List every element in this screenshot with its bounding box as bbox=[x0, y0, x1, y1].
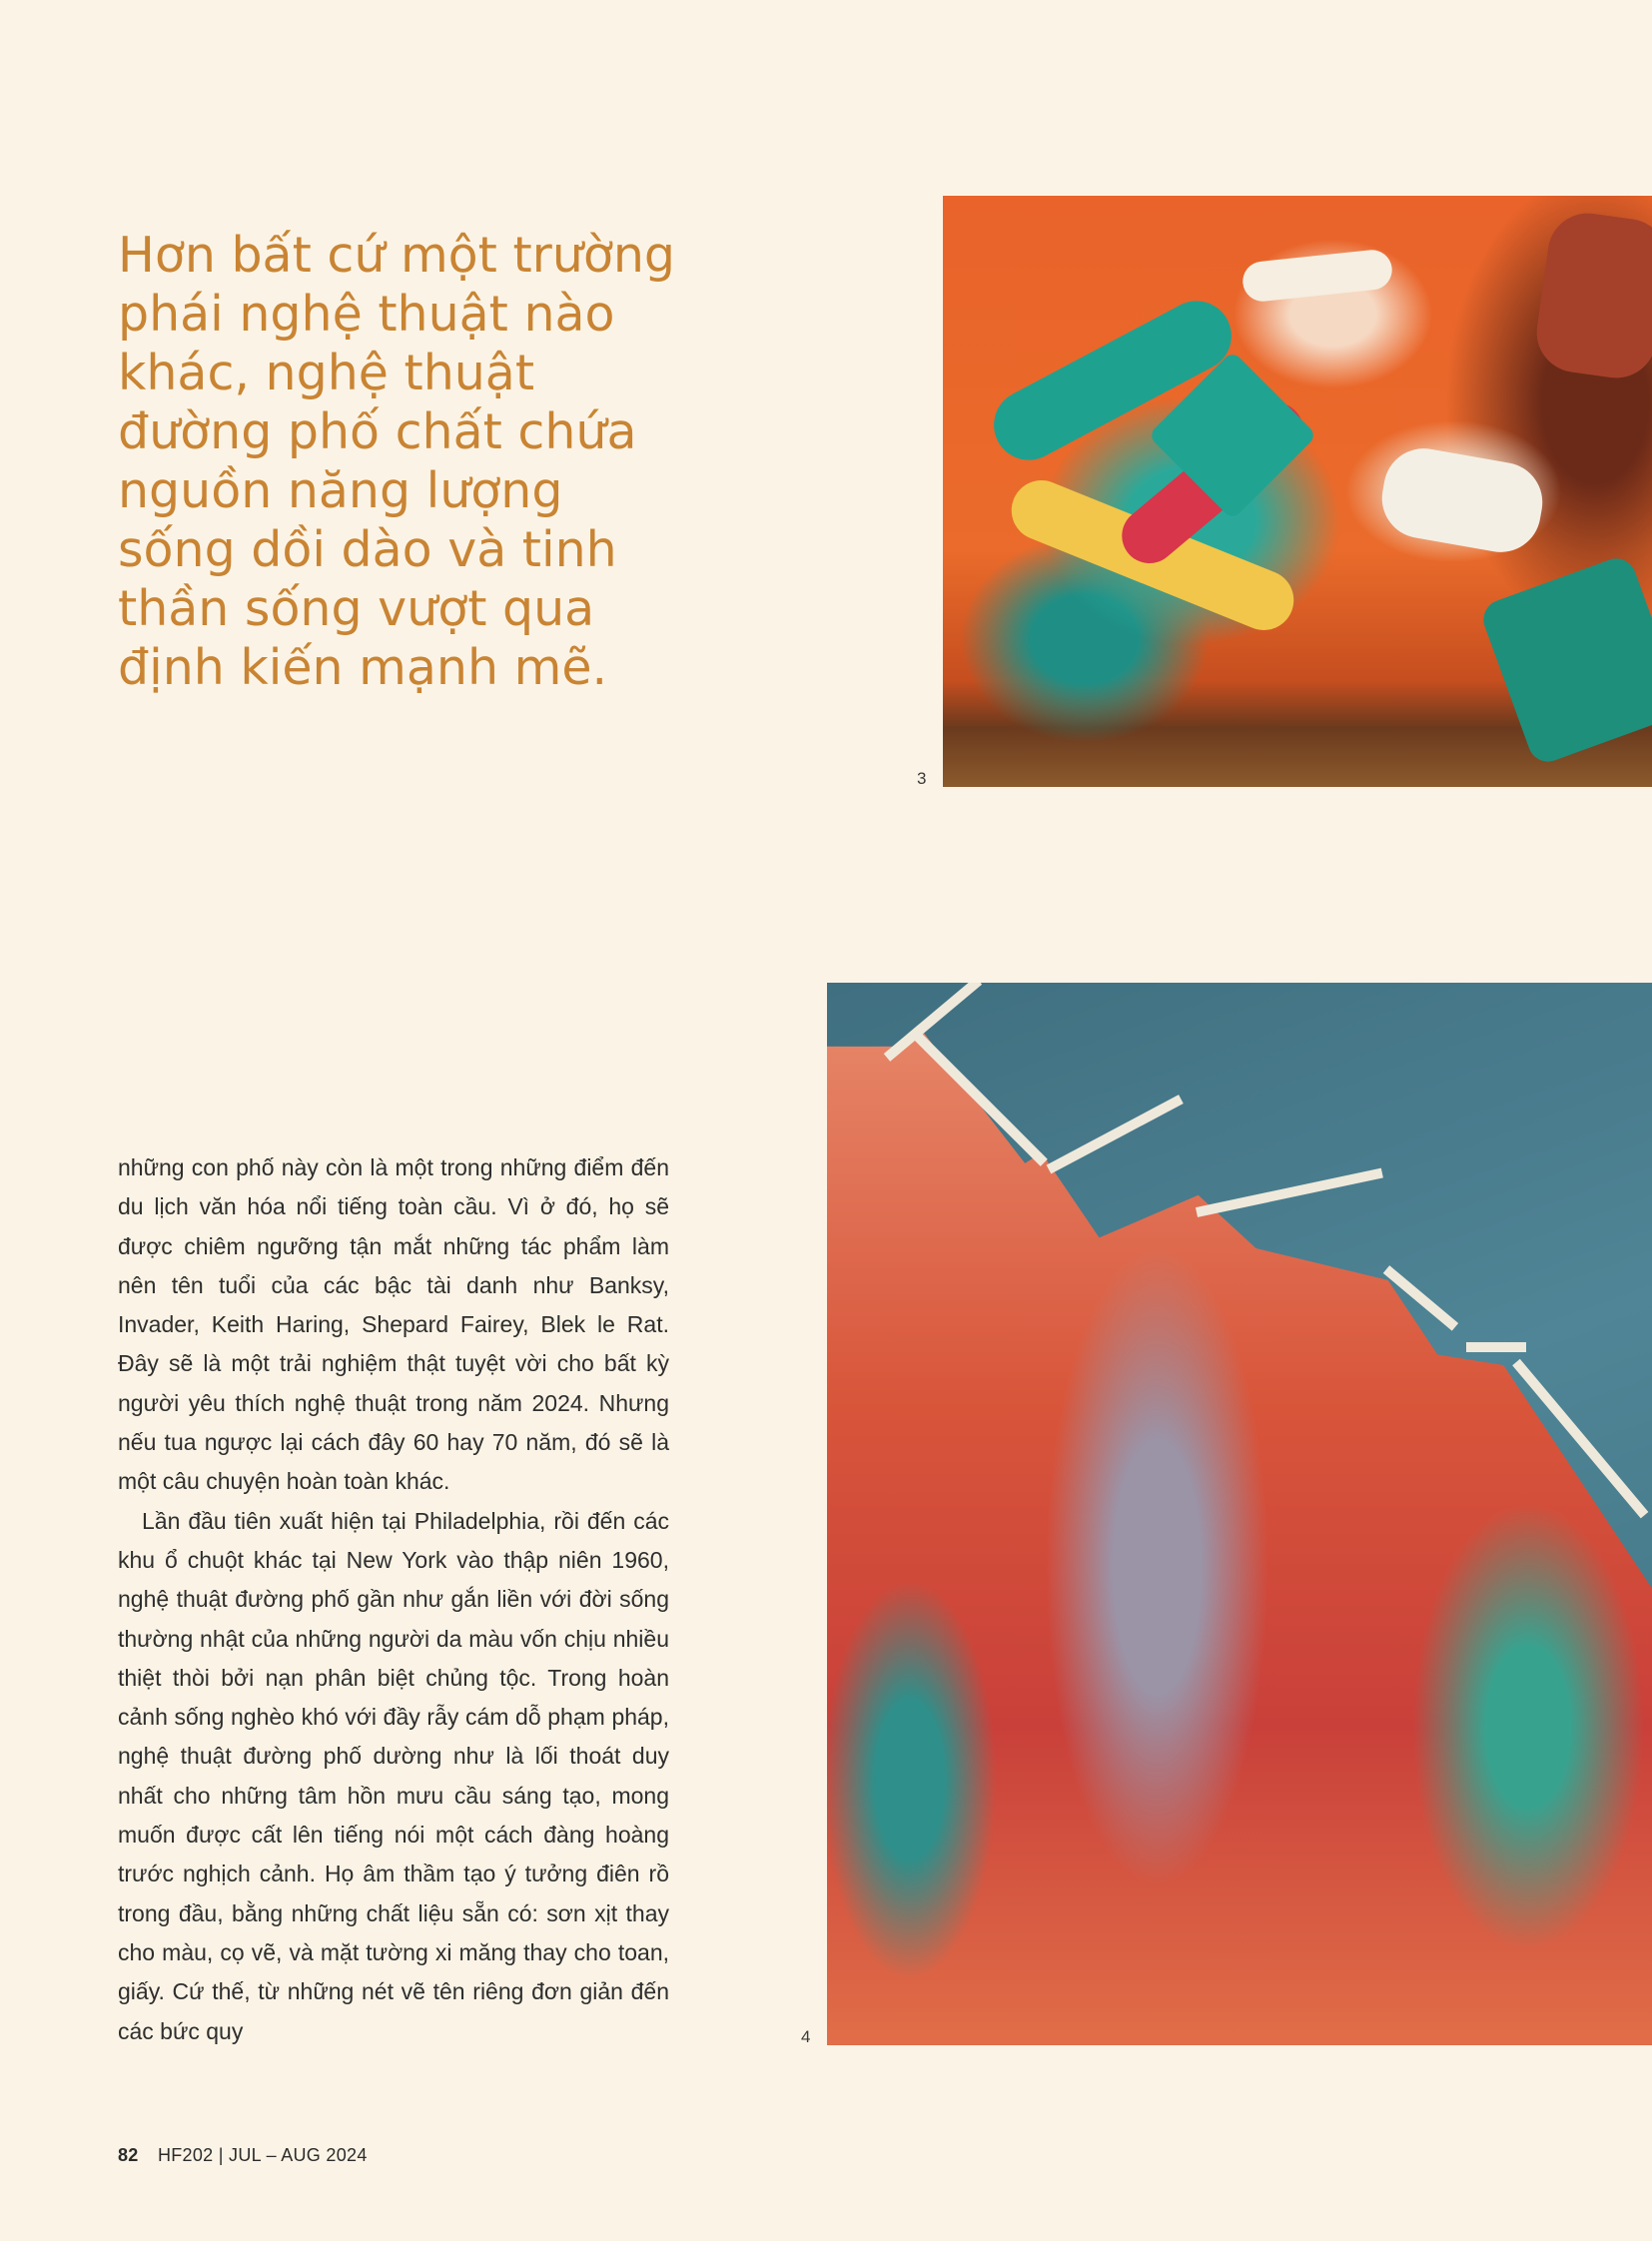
photo-caption-number: 4 bbox=[801, 2027, 811, 2046]
mural-building-photo bbox=[827, 983, 1652, 2045]
building-edge bbox=[1196, 1168, 1383, 1217]
building-edge bbox=[1047, 1095, 1184, 1173]
article-body bbox=[118, 1148, 669, 2051]
graffiti-wall-photo bbox=[943, 196, 1652, 787]
paragraph: những con phố này còn là một trong những điểm đến du lịch văn hóa nổi tiếng toàn cầu. Vì ở đó, họ sẽ được chiêm ngưỡng tận mắt những tác phẩm làm nên tên tuổi của các bậc tài danh như Banksy, Invader, Keith Haring, Shepard Fairey, Blek le Rat. Đây sẽ là một trải nghiệm thật tuyệt vời cho bất kỳ người yêu thích nghệ thuật trong năm 2024. Nhưng nếu tua ngược lại cách đây 60 hay 70 năm, đó sẽ là một câu chuyện hoàn toàn khác. bbox=[118, 1154, 669, 1495]
mural-wall bbox=[827, 983, 1652, 2045]
graffiti-stroke bbox=[1478, 553, 1652, 767]
building-edge bbox=[1466, 1342, 1526, 1352]
graffiti-stroke bbox=[1240, 248, 1393, 303]
page-footer bbox=[118, 2145, 368, 2166]
issue-label: HF202 | JUL – AUG 2024 bbox=[157, 2145, 368, 2165]
graffiti-stroke bbox=[1375, 442, 1548, 558]
photo-caption-number: 3 bbox=[917, 769, 927, 788]
page-number: 82 bbox=[118, 2145, 139, 2165]
paragraph: Lần đầu tiên xuất hiện tại Philadelphia, rồi đến các khu ổ chuột khác tại New York vào thập niên 1960, nghệ thuật đường phố gần như gắn liền với đời sống thường nhật của những người da màu vốn chịu nhiều thiệt thòi bởi nạn phân biệt chủng tộc. Trong hoàn cảnh sống nghèo khó với đầy rẫy cám dỗ phạm pháp, nghệ thuật đường phố dường như là lối thoát duy nhất cho những tâm hồn mưu cầu sáng tạo, mong muốn được cất lên tiếng nói một cách đàng hoàng trước nghịch cảnh. Họ âm thầm tạo ý tưởng điên rồ trong đầu, bằng những chất liệu sẵn có: sơn xịt thay cho màu, cọ vẽ, và mặt tường xi măng thay cho toan, giấy. Cứ thế, từ những nét vẽ tên riêng đơn giản đến các bức quy bbox=[118, 1507, 669, 2044]
graffiti-stroke bbox=[1531, 208, 1652, 382]
pull-quote: Hơn bất cứ một trường phái nghệ thuật nào khác, nghệ thuật đường phố chất chứa nguồn năng lượng sống dồi dào và tinh thần sống vượt qua định kiến mạnh mẽ. bbox=[118, 227, 675, 696]
